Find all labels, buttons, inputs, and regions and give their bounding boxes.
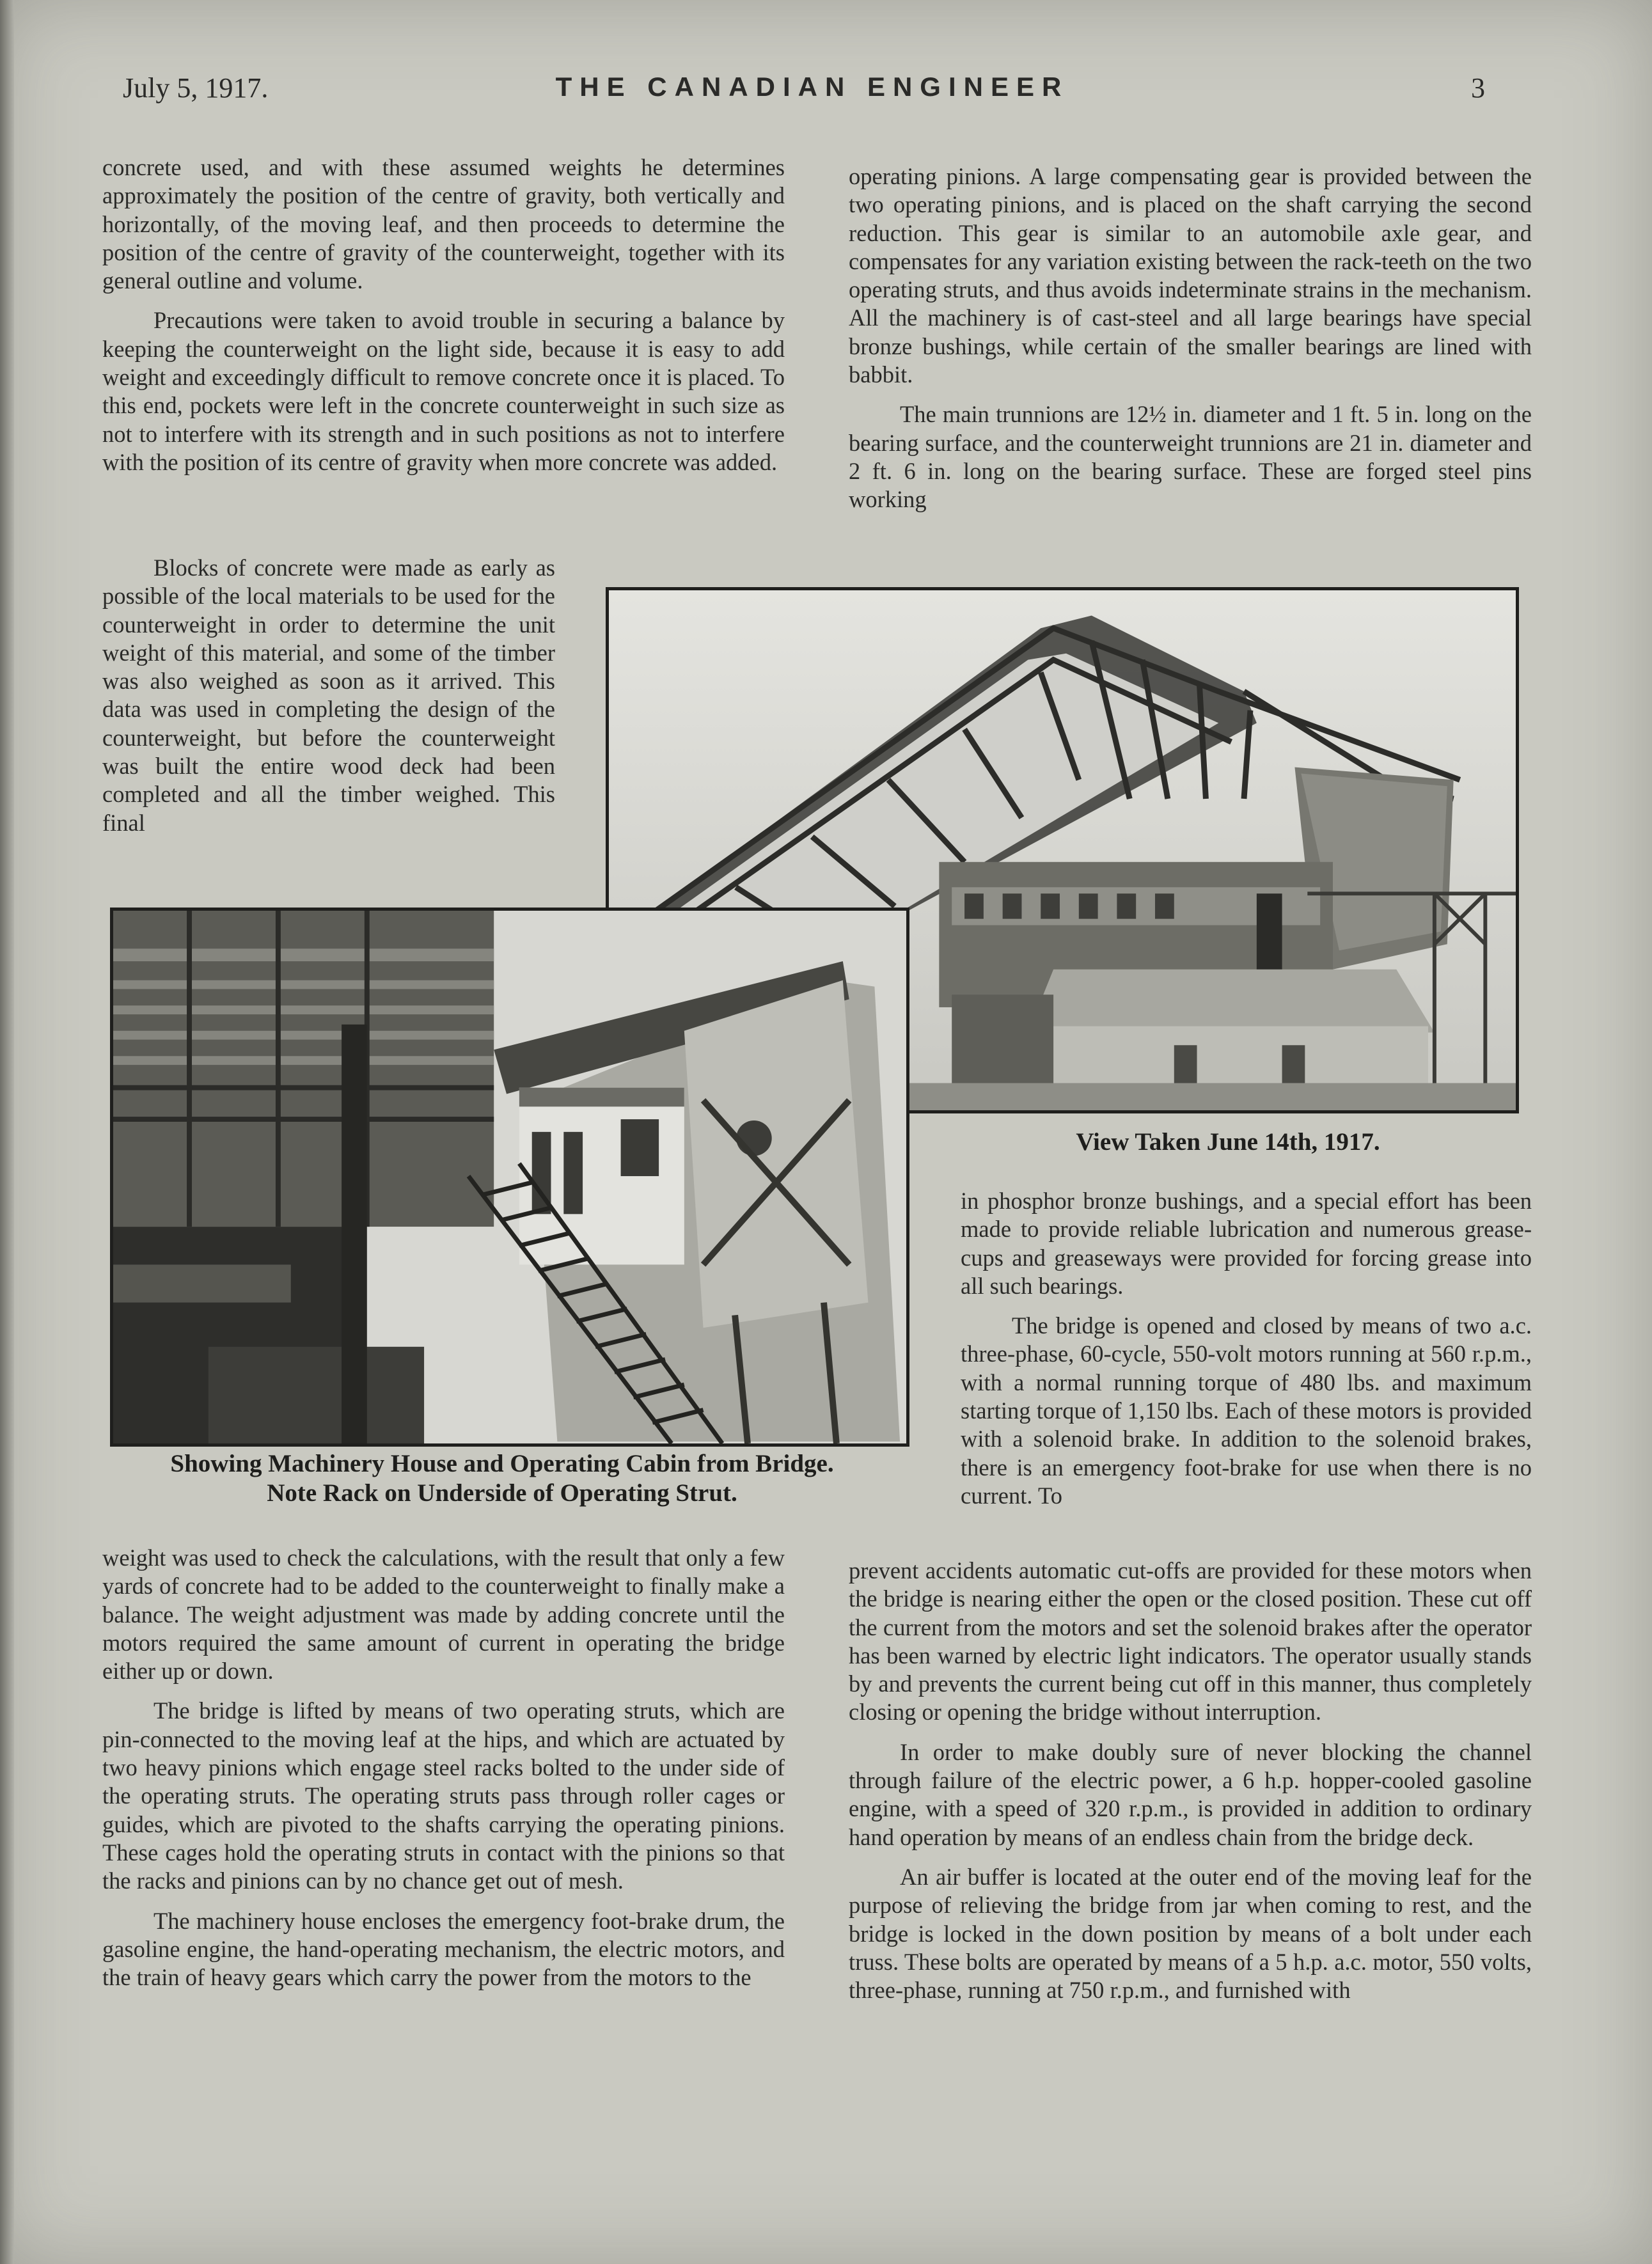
paragraph: An air buffer is located at the outer end of the moving leaf for the purpose of relieving the bridge from jar when coming to rest, and the bridge is locked in the down position by means of a bolt under each truss. These bolts are operated by means of a 5 h.p. a.c. motor, 550 volts, three-phase, running at 750 r.p.m., and furnished with [849,1863,1532,2004]
paragraph: Blocks of concrete were made as early as possible of the local materials to be used for the counterweight in order to determine the unit weight of this material, and some of the timber was also weighed as soon as it arrived. This data was used in completing the design of the counterweight, but before the counterweight was built the entire wood deck had been completed and all the timber weighed. This final [102,554,555,836]
paragraph: The bridge is opened and closed by means of two a.c. three-phase, 60-cycle, 550-volt motors running at 560 r.p.m., with a normal running torque of 480 lbs. and maximum starting torque of 1,150 lbs. Each of these motors is provided with a solenoid brake. In addition to the solenoid brakes, there is an emergency foot-brake for use when there is no current. To [961,1312,1532,1509]
caption-line-1: Showing Machinery House and Operating Cabin from Bridge. [170,1450,834,1477]
right-column-bottom-text [849,1557,1532,2190]
machinery-house-photo [110,908,909,1447]
page-binding-edge [0,0,14,2264]
paragraph: In order to make doubly sure of never blocking the channel through failure of the electric power, a 6 h.p. hopper-cooled gasoline engine, with a speed of 320 r.p.m., is provided in addition to ordinary hand operation by means of an endless chain from the bridge deck. [849,1738,1532,1850]
header-date: July 5, 1917. [123,72,269,104]
left-column-top-text [102,153,785,554]
bridge-view-caption: View Taken June 14th, 1917. [1076,1128,1380,1156]
left-column-bottom-text [102,1544,785,2183]
paragraph: The machinery house encloses the emergency foot-brake drum, the gasoline engine, the hand-operating mechanism, the electric motors, and the train of heavy gears which carry the power from the motors to the [102,1907,785,1991]
paragraph: The main trunnions are 12½ in. diameter and 1 ft. 5 in. long on the bearing surface, and the counterweight trunnions are 21 in. diameter and 2 ft. 6 in. long on the bearing surface. These are forged steel pins working [849,401,1532,513]
paragraph: weight was used to check the calculations, with the result that only a few yards of concrete had to be added to the counterweight to finally make a balance. The weight adjustment was made by adding concrete until the motors required the same amount of current in operating the bridge either up or down. [102,1545,785,1685]
paragraph: The bridge is lifted by means of two operating struts, which are pin-connected to the moving leaf at the hips, and which are actuated by two heavy pinions which engage steel racks bolted to the under side of the operating struts. The operating struts pass through roller cages or guides, which are pivoted to the shafts carrying the operating pinions. These cages hold the operating struts in contact with the pinions so that the racks and pinions can by no chance get out of mesh. [102,1697,785,1894]
machinery-house-illustration [113,911,906,1443]
right-column-top-text [849,162,1532,540]
caption-line-2: Note Rack on Underside of Operating Strut. [267,1479,737,1507]
paragraph: operating pinions. A large compensating gear is provided between the two operating pinions, and is placed on the shaft carrying the second reduction. This gear is similar to an automobile axle gear, and compensates for any variation existing between the rack-teeth on the two operating struts, and thus avoids indeterminate strains in the mechanism. All the machinery is of cast-steel and all large bearings have special bronze bushings, while certain of the smaller bearings are lined with babbit. [849,163,1532,388]
machinery-house-caption [102,1449,902,1508]
right-column-middle-text [961,1187,1532,1557]
paragraph: prevent accidents automatic cut-offs are provided for these motors when the bridge is nearing either the open or the closed position. These cut off the current from the motors and set the solenoid brakes after the operator has been warned by electric light indicators. The operator usually stands by and prevents the current being cut off in this manner, thus completely closing or opening the bridge without interruption. [849,1557,1532,1726]
paragraph: Precautions were taken to avoid trouble in securing a balance by keeping the counterweight on the light side, because it is easy to add weight and exceedingly difficult to remove concrete once it is placed. To this end, pockets were left in the concrete counterweight in such size as not to interfere with its strength and in such positions as not to interfere with the position of its centre of gravity when more concrete was added. [102,307,785,475]
journal-title: THE CANADIAN ENGINEER [555,72,1069,102]
paragraph: concrete used, and with these assumed weights he determines approximately the position of the centre of gravity, both vertically and horizontally, of the moving leaf, and then proceeds to determine the position of the centre of gravity of the counterweight, together with its general outline and volume. [102,154,785,294]
paragraph: in phosphor bronze bushings, and a special effort has been made to provide reliable lubrication and numerous grease-cups and greaseways were provided for forcing grease into all such bearings. [961,1188,1532,1299]
page-number: 3 [1471,72,1485,104]
left-column-narrow-text [102,554,555,867]
